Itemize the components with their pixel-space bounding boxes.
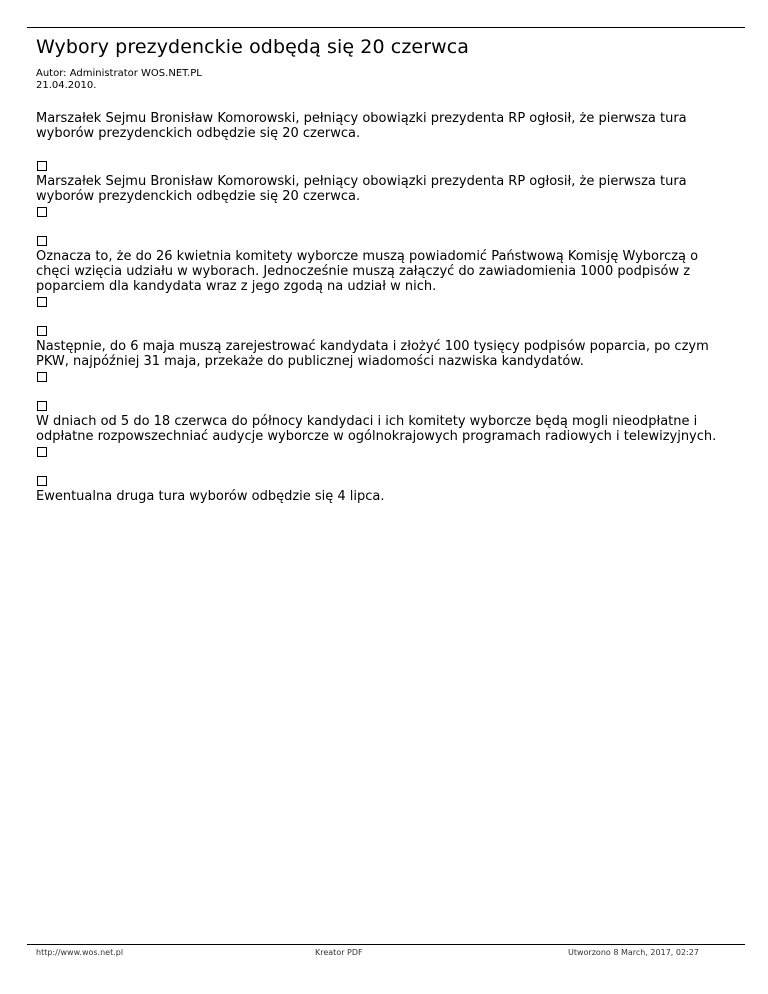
placeholder-box-icon [37, 236, 47, 246]
paragraph-block-5 [36, 473, 736, 504]
article-body [36, 111, 736, 517]
footer-rule [27, 944, 745, 945]
placeholder-box-icon [37, 207, 47, 217]
placeholder-box-icon [37, 447, 47, 457]
header-rule [27, 27, 745, 28]
article-date: 21.04.2010. [36, 80, 97, 91]
placeholder-box-icon [37, 297, 47, 307]
paragraph: Marszałek Sejmu Bronisław Komorowski, pełniący obowiązki prezydenta RP ogłosił, że pierwsza tura wyborów prezydenckich odbędzie się 20 czerwca. [36, 174, 687, 204]
paragraph: Następnie, do 6 maja muszą zarejestrować kandydata i złożyć 100 tysięcy podpisów poparcia, po czym PKW, najpóźniej 31 maja, przekaże do publicznej wiadomości nazwiska kandydatów. [36, 339, 709, 369]
footer-generator: Kreator PDF [315, 948, 363, 957]
footer-created: Utworzono 8 March, 2017, 02:27 [568, 948, 699, 957]
article-meta [36, 68, 202, 92]
footer-url: http://www.wos.net.pl [36, 948, 124, 957]
paragraph: W dniach od 5 do 18 czerwca do północy kandydaci i ich komitety wyborcze będą mogli nieodpłatne i odpłatne rozpowszechniać audycje wyborcze w ogólnokrajowych programach radiowych i telewizyjnych. [36, 414, 717, 444]
placeholder-box-icon [37, 476, 47, 486]
paragraph: Oznacza to, że do 26 kwietnia komitety wyborcze muszą powiadomić Państwową Komisję Wyborczą o chęci wzięcia udziału w wyborach. Jednocześnie muszą załączyć do zawiadomienia 1000 podpisów z poparciem dla kandydata wraz z jego zgodą na udział w nich. [36, 249, 699, 294]
paragraph-block-2 [36, 233, 736, 310]
placeholder-box-icon [37, 372, 47, 382]
placeholder-box-icon [37, 326, 47, 336]
author-line: Autor: Administrator WOS.NET.PL [36, 68, 202, 79]
paragraph-block-3 [36, 323, 736, 385]
placeholder-box-icon [37, 401, 47, 411]
placeholder-box-icon [37, 161, 47, 171]
article-title: Wybory prezydenckie odbędą się 20 czerwca [36, 36, 470, 58]
paragraph-block-4 [36, 398, 736, 460]
intro-paragraph: Marszałek Sejmu Bronisław Komorowski, pełniący obowiązki prezydenta RP ogłosił, że pierwsza tura wyborów prezydenckich odbędzie się 20 czerwca. [36, 111, 687, 141]
paragraph-block-1 [36, 158, 736, 220]
paragraph: Ewentualna druga tura wyborów odbędzie się 4 lipca. [36, 489, 385, 504]
